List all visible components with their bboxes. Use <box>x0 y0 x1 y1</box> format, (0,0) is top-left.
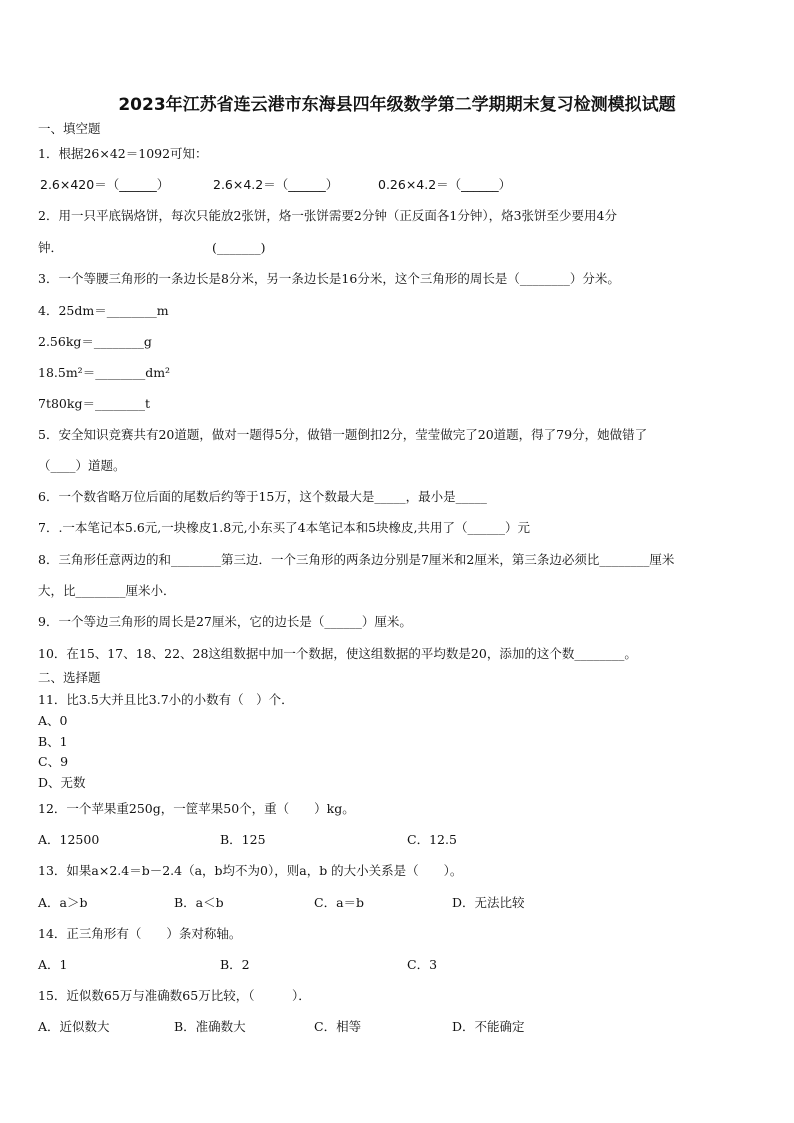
question-13-option-a: A．a＞b <box>38 895 88 910</box>
question-14-stem: 14．正三角形有（ ）条对称轴。 <box>38 926 242 941</box>
question-12-option-b: B．125 <box>220 832 266 847</box>
question-2-line-2: 钟． <box>38 240 64 255</box>
question-10: 10．在15、17、18、22、28这组数据中加一个数据，使这组数据的平均数是20，添加的这个数________。 <box>38 646 637 661</box>
question-13-stem: 13．如果a×2.4＝b－2.4（a，b均不为0），则a，b 的大小关系是（ ）。 <box>38 863 463 878</box>
question-1-item-1: 2.6×420＝（______） <box>40 177 170 192</box>
question-11-option-d: D、无数 <box>38 775 86 790</box>
question-13-option-d: D．无法比较 <box>452 895 525 910</box>
question-1-item-2: 2.6×4.2＝（______） <box>213 177 339 192</box>
question-5-line-1: 5．安全知识竞赛共有20道题，做对一题得5分，做错一题倒扣2分，莹莹做完了20道题，得了79分，她做错了 <box>38 427 648 442</box>
question-2-line-1: 2．用一只平底锅烙饼，每次只能放2张饼，烙一张饼需要2分钟（正反面各1分钟），烙3张饼至少要用4分 <box>38 208 617 223</box>
question-11-option-c: C、9 <box>38 754 69 769</box>
question-4-item-1: 4．25dm＝________m <box>38 303 169 318</box>
question-4-item-4: 7t80kg＝________t <box>38 396 150 411</box>
question-15-option-c: C．相等 <box>314 1019 362 1034</box>
question-8-line-2: 大，比________厘米小． <box>38 583 176 598</box>
question-1-item-3: 0.26×4.2＝（______） <box>378 177 512 192</box>
question-11-stem: 11．比3.5大并且比3.7小的小数有（ ）个． <box>38 692 294 707</box>
question-3: 3．一个等腰三角形的一条边长是8分米，另一条边长是16分米，这个三角形的周长是（________）分米。 <box>38 271 620 286</box>
question-5-line-2: （____）道题。 <box>38 458 126 473</box>
question-9: 9．一个等边三角形的周长是27厘米，它的边长是（______）厘米。 <box>38 614 412 629</box>
question-12-option-c: C．12.5 <box>407 832 457 847</box>
question-4-item-3: 18.5m²＝________dm² <box>38 365 171 380</box>
question-11-option-a: A、0 <box>38 713 68 728</box>
question-15-stem: 15．近似数65万与准确数65万比较，（ ）． <box>38 988 311 1003</box>
question-14-option-c: C．3 <box>407 957 438 972</box>
question-15-option-b: B．准确数大 <box>174 1019 246 1034</box>
section-fill-in: 一、填空题 <box>38 121 101 136</box>
question-13-option-c: C．a＝b <box>314 895 365 910</box>
question-13-option-b: B．a＜b <box>174 895 224 910</box>
page-title: 2023年江苏省连云港市东海县四年级数学第二学期期末复习检测模拟试题 <box>118 95 676 115</box>
question-6: 6．一个数省略万位后面的尾数后约等于15万，这个数最大是_____，最小是_____ <box>38 489 487 504</box>
question-15-option-d: D．不能确定 <box>452 1019 525 1034</box>
question-8-line-1: 8．三角形任意两边的和________第三边．一个三角形的两条边分别是7厘米和2厘米，第三条边必须比________厘米 <box>38 552 675 567</box>
question-7: 7．.一本笔记本5.6元,一块橡皮1.8元,小东买了4本笔记本和5块橡皮,共用了（______）元 <box>38 520 531 535</box>
question-4-item-2: 2.56kg＝________g <box>38 334 152 349</box>
question-11-option-b: B、1 <box>38 734 68 749</box>
question-12-stem: 12．一个苹果重250g，一筐苹果50个，重（ ）kg。 <box>38 801 355 816</box>
question-2-blank: (_______) <box>212 240 266 255</box>
question-1-stem: 1．根据26×42＝1092可知： <box>38 146 208 161</box>
question-15-option-a: A．近似数大 <box>38 1019 110 1034</box>
question-12-option-a: A．12500 <box>38 832 100 847</box>
question-14-option-b: B．2 <box>220 957 250 972</box>
question-14-option-a: A．1 <box>38 957 68 972</box>
section-multiple-choice: 二、选择题 <box>38 670 101 685</box>
